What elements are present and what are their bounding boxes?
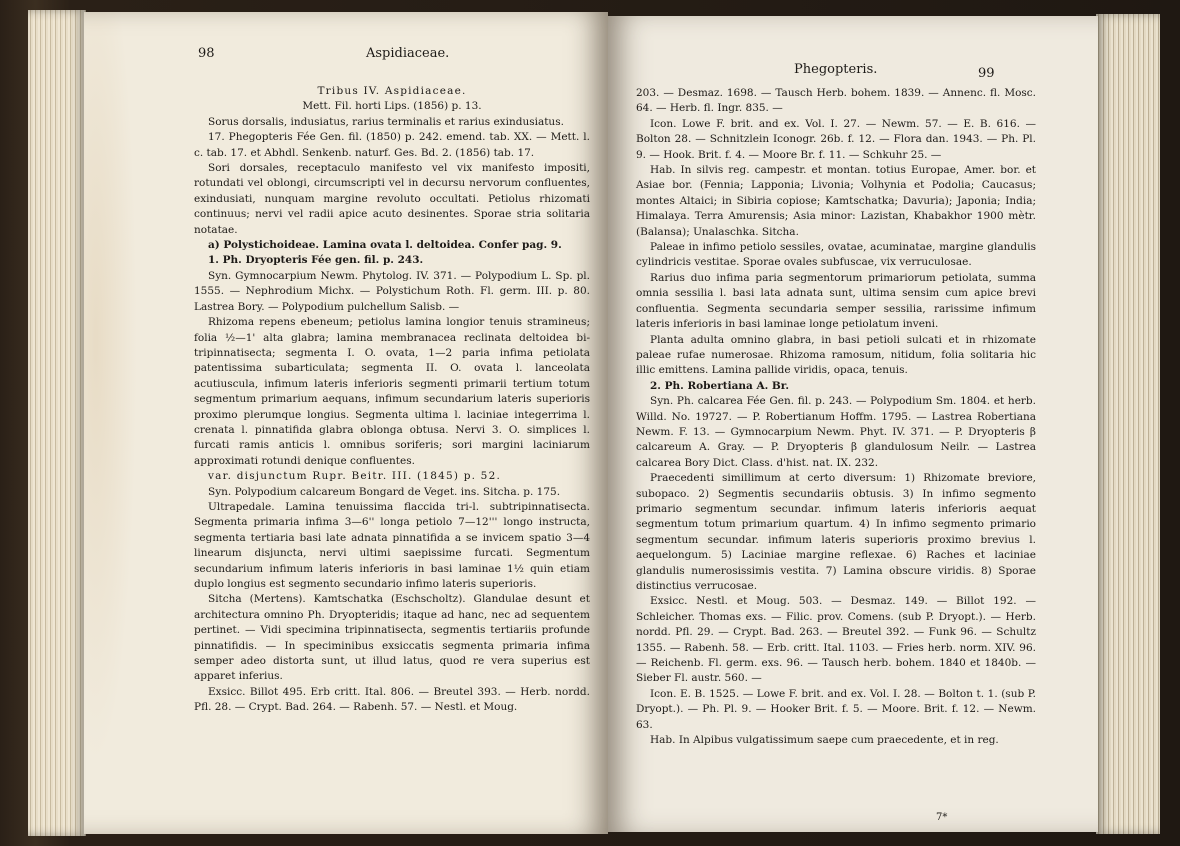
exsiccata: Exsicc. Nestl. et Moug. 503. — Desmaz. 149. — Billot 192. — Schleicher. Thomas exs. — Filic. prov. Comens. (sub P. Dryopt.). — Herb. nordd. Pfl. 29. — Crypt. Bad. 263. — Breutel 392. — Funk 96. — Schultz 1355. — Rabenh. 58. — Erb. critt. Ital. 1103. — Fries herb. norm. XIV. 96. — Reichenb. Fl. germ. exs. 96. — Tausch herb. bohem. 1840 et 1840b. — Sieber Fl. austr. 560. — [636, 595, 1036, 685]
paragraph: Planta adulta omnino glabra, in basi petioli sulcati et in rhizomate paleae rufae numerosae. Rhizoma ramosum, nitidum, folia solitaria hic illic emittens. Lamina pallide viridis, opaca, tenuis. [636, 333, 1036, 377]
icones: Icon. E. B. 1525. — Lowe F. brit. and ex. Vol. I. 28. — Bolton t. 1. (sub P. Dryopt.). — Ph. Pl. 9. — Hooker Brit. f. 5. — Moore. Brit. f. 12. — Newm. 63. [636, 687, 1036, 731]
section-heading: a) Polystichoideae. Lamina ovata l. deltoidea. Confer pag. 9. [208, 239, 562, 252]
page-body [194, 84, 590, 716]
species-heading: 2. Ph. Robertiana A. Br. [650, 379, 790, 392]
synonyms: Syn. Ph. calcarea Fée Gen. fil. p. 243. — Polypodium Sm. 1804. et herb. Willd. No. 19727. — P. Robertianum Hoffm. 1795. — Lastrea Robertiana Newm. F. 13. — Gymnocarpium Newm. Phyt. IV. 371. — P. Dryopteris β calcareum A. Gray. — P. Dryopteris β glandulosum Neilr. — Lastrea calcarea Bory Dict. Class. d'hist. nat. IX. 232. [636, 395, 1036, 469]
synonyms: Syn. Gymnocarpium Newm. Phytolog. IV. 371. — Polypodium L. Sp. pl. 1555. — Nephrodium Michx. — Polystichum Roth. Fl. germ. III. p. 80. Lastrea Bory. — Polypodium pulchellum Salisb. — [194, 269, 590, 313]
page-stain [84, 12, 144, 834]
description: Ultrapedale. Lamina tenuissima flaccida tri-l. subtripinnatisecta. Segmenta primaria infima 3—6'' longa petiolo 7—12''' longo instructa, segmenta tertiaria basi late adnata pinnatifida a se invicem spatio 3—4 linearum disjuncta, nervi ultimi saepissime furcati. Segmentum secundarium infimum lateris inferioris in basi laminae 1½ quin etiam duplo longius est segmento secundario infimo lateris superioris. [194, 500, 590, 590]
left-page-stack-edge [28, 10, 86, 836]
species-heading: 1. Ph. Dryopteris Fée gen. fil. p. 243. [208, 254, 424, 267]
exsiccata: Exsicc. Billot 495. Erb critt. Ital. 806. — Breutel 393. — Herb. nordd. Pfl. 28. — Crypt. Bad. 264. — Rabenh. 57. — Nestl. et Moug. [194, 685, 590, 714]
paragraph: Sori dorsales, receptaculo manifesto vel vix manifesto impositi, rotundati vel oblongi, circumscripti vel in decursu nervorum confluentes, exindusiati, nunquam margine revoluto occultati. Petiolus rhizomati continuus; nervi vel radii apice acuto desinentes. Sporae stria solitaria notatae. [194, 162, 590, 236]
synonyms: Syn. Polypodium calcareum Bongard de Veget. ins. Sitcha. p. 175. [208, 485, 561, 498]
exsiccata-continued: 203. — Desmaz. 1698. — Tausch Herb. bohem. 1839. — Annenc. fl. Mosc. 64. — Herb. fl. Ingr. 835. — [636, 87, 1036, 115]
description: Praecedenti simillimum at certo diversum: 1) Rhizomate breviore, subopaco. 2) Segmentis secundariis obtusis. 3) In infimo segmento primario segmentum secundar. infimum lateris inferioris aequat segmentum totum primarium quartum. 4) In infimo segmento primario segmentum secundar. infimum lateris superioris proximo brevius l. aequelongum. 5) Laciniae margine reflexae. 6) Raches et laciniae glandulis numerosissimis vestita. 7) Lamina obscure viridis. 8) Sporae distinctius verrucosae. [636, 472, 1036, 592]
paragraph: Sitcha (Mertens). Kamtschatka (Eschscholtz). Glandulae desunt et architectura omnino Ph. Dryopteridis; itaque ad hanc, nec ad sequentem pertinet. — Vidi specimina tripinnatisecta, segmentis tertiariis profunde pinnatifidis. — In speciminibus exsiccatis segmenta primaria infima semper adeo distorta sunt, ut illud latus, quod re vera superius est apparet inferius. [194, 593, 590, 683]
variety-heading: var. disjunctum Rupr. Beitr. III. (1845) p. 52. [208, 470, 501, 483]
paragraph: Sorus dorsalis, indusiatus, rarius terminalis et rarius exindusiatus. [208, 115, 564, 128]
running-title: Phegopteris. [794, 62, 878, 77]
page-number: 99 [978, 66, 995, 81]
signature-mark: 7* [936, 812, 948, 823]
running-title: Aspidiaceae. [366, 46, 450, 61]
tribe-heading: Tribus IV. Aspidiaceae. [317, 85, 467, 97]
tribe-reference: Mett. Fil. horti Lips. (1856) p. 13. [302, 100, 482, 113]
right-page [608, 16, 1098, 832]
page-body [636, 86, 1036, 748]
icones: Icon. Lowe F. brit. and ex. Vol. I. 27. — Newm. 57. — E. B. 616. — Bolton 28. — Schnitzlein Iconogr. 26b. f. 12. — Flora dan. 1943. — Ph. Pl. 9. — Hook. Brit. f. 4. — Moore Br. f. 11. — Schkuhr 25. — [636, 117, 1036, 161]
habitat: Hab. In Alpibus vulgatissimum saepe cum praecedente, et in reg. [650, 734, 999, 747]
left-page [84, 12, 608, 834]
genus-entry: 17. Phegopteris Fée Gen. fil. (1850) p. 242. emend. tab. XX. — Mett. l. c. tab. 17. et Abhdl. Senkenb. naturf. Ges. Bd. 2. (1856) tab. 17. [194, 131, 590, 159]
paragraph: Paleae in infimo petiolo sessiles, ovatae, acuminatae, margine glandulis cylindricis vestitae. Sporae ovales subfuscae, vix verruculosae. [636, 241, 1036, 269]
right-page-stack-edge [1096, 14, 1160, 834]
paragraph: Rarius duo infima paria segmentorum primariorum petiolata, summa omnia sessilia l. basi lata adnata sunt, ultima sensim cum apice brevi confluentia. Segmenta secundaria semper sessilia, rarissime infimum lateris inferioris in basi laminae longe petiolatum inveni. [636, 271, 1036, 331]
page-number: 98 [198, 46, 215, 61]
description: Rhizoma repens ebeneum; petiolus lamina longior tenuis stramineus; folia ½—1' alta glabra; lamina membranacea reclinata deltoidea bi-tripinnatisecta; segmenta I. O. ovata, 1—2 paria infima petiolata patentissima subarticulata; segmenta II. O. ovata l. lanceolata acutiuscula, infimum lateris inferioris segmenti primarii tertium totum segmentum primarium aequans, infimum secundarium lateris superioris proximo plerumque longius. Segmenta ultima l. laciniae integerrima l. crenata l. pinnatifida glabra oblonga obtusa. Nervi 3. O. simplices l. furcati ramis anticis l. omnibus soriferis; sori margini laciniarum approximati rotundi denique confluentes. [194, 316, 590, 467]
habitat: Hab. In silvis reg. campestr. et montan. totius Europae, Amer. bor. et Asiae bor. (Fennia; Lapponia; Livonia; Volhynia et Podolia; Caucasus; montes Altaici; in Sibiria copiose; Kamtschatka; Davuria); Japonia; India; Himalaya. Terra Amurensis; Asia minor: Lazistan, Khabakhor 1900 mètr. (Balansa); Unalaschka. Sitcha. [636, 164, 1036, 238]
